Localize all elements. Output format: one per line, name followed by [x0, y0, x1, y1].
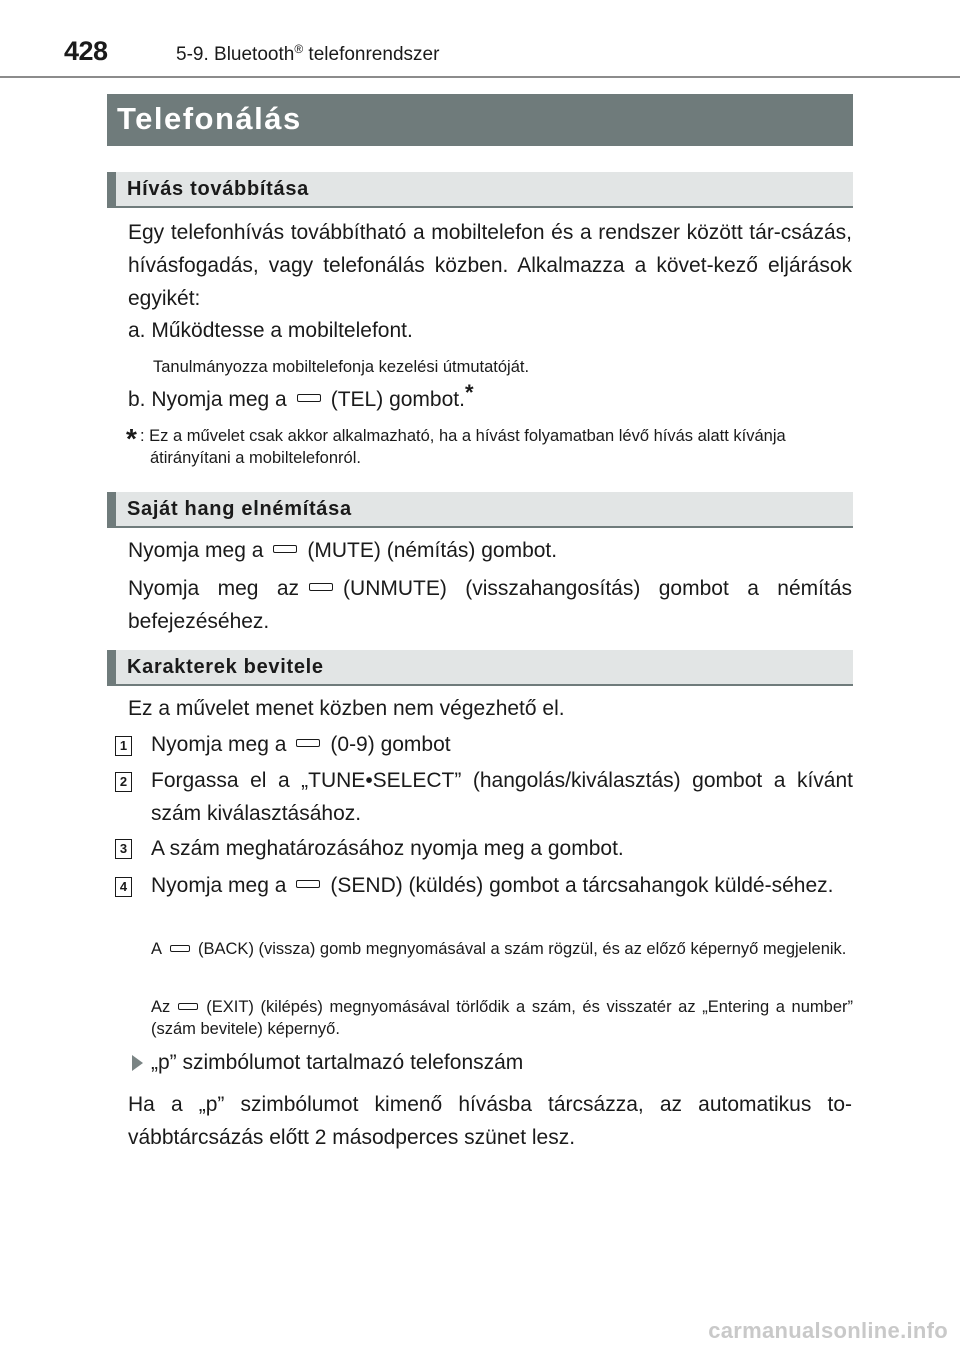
unmute-button-icon: [309, 583, 333, 591]
footnote-marker: *: [464, 380, 474, 405]
step-1-pre: Nyomja meg a: [151, 733, 287, 756]
mute-line: [128, 534, 557, 567]
back-button-icon: [170, 945, 190, 952]
step-1-post: (0-9) gombot: [330, 733, 451, 756]
p-symbol-heading: „p” szimbólumot tartalmazó telefonszám: [151, 1051, 524, 1074]
footnote-body: : Ez a művelet csak akkor alkalmazható, ha a hívást folyamatban lévő hívás alatt kívánja átirányítani a mobiltelefonról.: [140, 427, 786, 467]
note-exit-post: (EXIT) (kilépés) megnyomásával törlődik a szám, és visszatér az „Entering a number” (szám bevitele) képernyő.: [151, 998, 853, 1038]
step-1: [151, 728, 451, 761]
step-number-1: 1: [115, 736, 132, 756]
mute-pre: Nyomja meg a: [128, 539, 264, 562]
note-exit: [151, 996, 853, 1040]
unmute-post: (UNMUTE) (visszahangosítás) gombot a némítás befejezéséhez.: [128, 577, 852, 633]
footnote-star: *: [126, 423, 137, 454]
watermark: carmanualsonline.info: [708, 1318, 948, 1343]
section-title: Telefonálás: [107, 94, 853, 146]
registered-mark: ®: [294, 42, 304, 56]
step-4-post: (SEND) (küldés) gombot a tárcsahangok küldé-séhez.: [330, 874, 834, 897]
page-header: [0, 0, 960, 80]
header-divider: [0, 76, 960, 78]
option-a-note: Tanulmányozza mobiltelefonja kezelési útmutatóját.: [153, 358, 530, 376]
digits-button-icon: [296, 739, 320, 747]
mute-post: (MUTE) (némítás) gombot.: [307, 539, 558, 562]
note-back-post: (BACK) (vissza) gomb megnyomásával a szám rögzül, és az előző képernyő megjelenik.: [198, 940, 847, 958]
step-4-pre: Nyomja meg a: [151, 874, 287, 897]
option-a: a. Működtesse a mobiltelefont.: [128, 319, 413, 342]
forwarding-intro: Egy telefonhívás továbbítható a mobiltelefon és a rendszer között tár-csázás, hívásfogadás, vagy telefonálás közben. Alkalmazza a követ-kező eljárások egyikét:: [128, 221, 852, 310]
step-2: Forgassa el a „TUNE•SELECT” (hangolás/kiválasztás) gombot a kívánt szám kiválasztásához.: [151, 769, 853, 825]
mute-button-icon: [273, 545, 297, 553]
step-number-4: 4: [115, 877, 132, 897]
heading-mute: Saját hang elnémítása: [107, 492, 853, 528]
p-symbol-text: Ha a „p” szimbólumot kimenő hívásba tárcsázza, az automatikus to-vábbtárcsázás előtt 2 másodperces szünet lesz.: [128, 1093, 852, 1149]
option-b-post: (TEL) gombot.: [330, 388, 465, 411]
option-b-pre: b. Nyomja meg a: [128, 388, 287, 411]
heading-character-input: Karakterek bevitele: [107, 650, 853, 686]
heading-call-forwarding: Hívás továbbítása: [107, 172, 853, 208]
step-number-3: 3: [115, 839, 132, 859]
note-back-pre: A: [151, 940, 163, 958]
step-4: [151, 869, 853, 902]
triangle-bullet-icon: [132, 1055, 143, 1071]
step-number-2: 2: [115, 772, 132, 792]
send-button-icon: [296, 880, 320, 888]
chapter-prefix: 5-9. Bluetooth: [176, 44, 295, 65]
exit-button-icon: [178, 1003, 198, 1010]
unmute-line: [128, 572, 852, 638]
chapter-suffix: telefonrendszer: [303, 44, 440, 65]
note-back: [151, 938, 853, 960]
option-b: [128, 382, 474, 416]
input-intro: Ez a művelet menet közben nem végezhető el.: [128, 697, 565, 720]
unmute-pre: Nyomja meg az: [128, 577, 300, 600]
page-number: 428: [64, 36, 108, 66]
footnote-text: [140, 425, 852, 469]
note-exit-pre: Az: [151, 998, 171, 1016]
tel-button-icon: [297, 394, 321, 402]
step-3: A szám meghatározásához nyomja meg a gombot.: [151, 837, 624, 860]
chapter-title: [176, 44, 439, 66]
